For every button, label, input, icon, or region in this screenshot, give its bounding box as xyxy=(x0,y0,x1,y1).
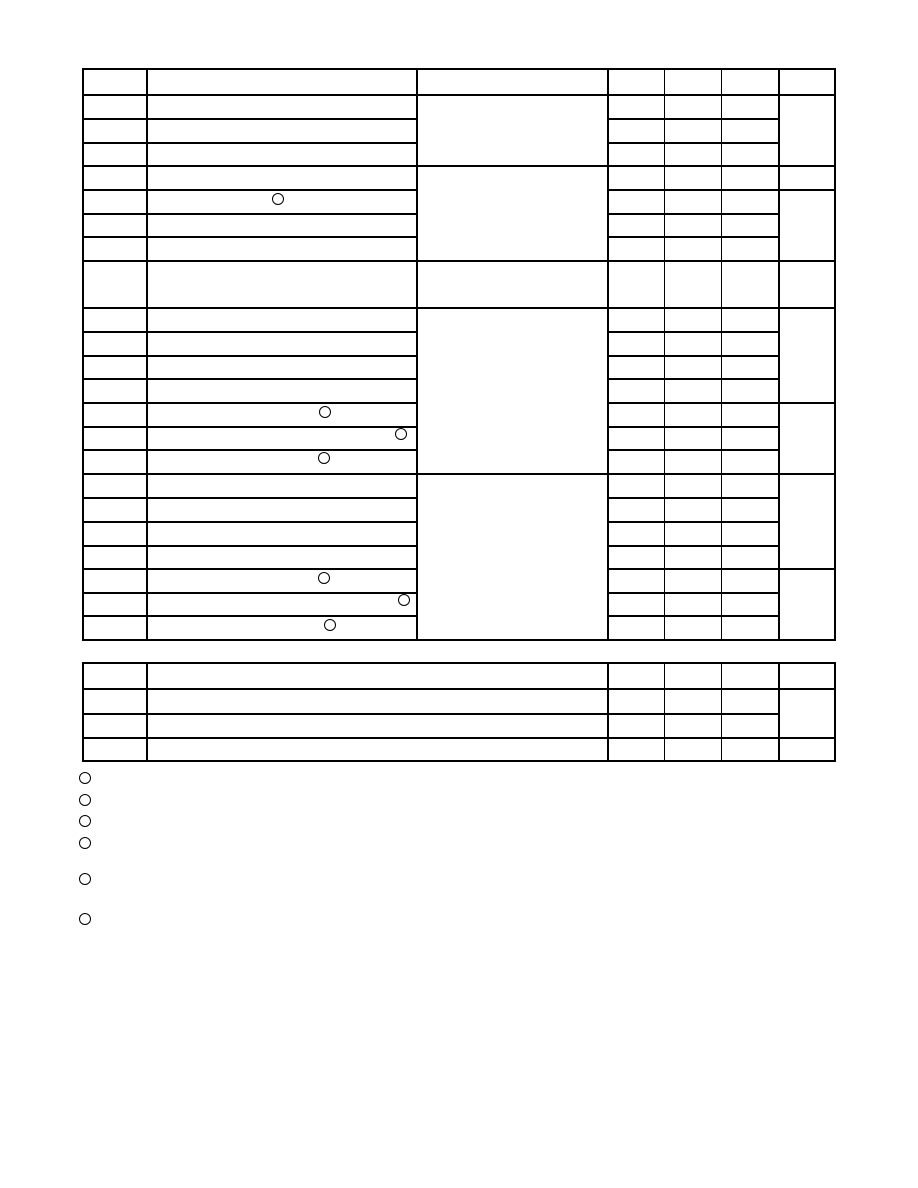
row-rule xyxy=(82,331,417,333)
circle-marker-icon xyxy=(324,619,336,631)
row-rule xyxy=(607,213,780,215)
circle-marker-icon xyxy=(79,837,91,849)
row-rule xyxy=(82,449,417,451)
row-rule xyxy=(82,497,417,499)
circle-marker-icon xyxy=(79,772,91,784)
row-rule xyxy=(607,402,836,404)
lower-table-border-top xyxy=(82,662,836,664)
circle-marker-icon xyxy=(318,452,330,464)
circle-marker-icon xyxy=(79,913,91,925)
lower-table-column-divider xyxy=(146,662,148,762)
row-rule xyxy=(607,331,780,333)
row-rule xyxy=(82,189,417,191)
row-rule xyxy=(82,165,836,167)
row-rule xyxy=(82,473,836,475)
row-rule xyxy=(82,426,417,428)
row-rule xyxy=(607,615,780,617)
circle-marker-icon xyxy=(318,572,330,584)
row-rule xyxy=(607,142,780,144)
row-rule xyxy=(607,236,780,238)
circle-marker-icon xyxy=(398,594,410,606)
row-rule xyxy=(82,236,417,238)
circle-marker-icon xyxy=(79,794,91,806)
row-rule xyxy=(82,615,417,617)
row-rule xyxy=(82,592,417,594)
row-rule xyxy=(607,449,780,451)
lower-table-border-bottom xyxy=(82,760,836,762)
row-rule xyxy=(607,497,780,499)
lower-table-header-rule xyxy=(82,688,836,690)
upper-table-border-top xyxy=(82,68,836,70)
row-rule xyxy=(607,521,780,523)
circle-marker-icon xyxy=(79,873,91,885)
row-rule xyxy=(82,307,836,309)
row-rule xyxy=(82,737,836,739)
row-rule xyxy=(607,426,780,428)
circle-marker-icon xyxy=(395,428,407,440)
lower-table-column-divider xyxy=(778,662,780,762)
row-rule xyxy=(607,189,836,191)
row-rule xyxy=(607,592,780,594)
row-rule xyxy=(82,521,417,523)
row-rule xyxy=(607,378,780,380)
circle-marker-icon xyxy=(272,193,284,205)
row-rule xyxy=(607,355,780,357)
upper-table-header-rule xyxy=(82,94,836,96)
circle-marker-icon xyxy=(319,406,331,418)
row-rule xyxy=(607,568,836,570)
row-rule xyxy=(607,118,780,120)
row-rule xyxy=(82,545,417,547)
row-rule xyxy=(82,402,417,404)
lower-table-border-left xyxy=(82,662,84,762)
row-rule xyxy=(607,545,780,547)
row-rule xyxy=(82,213,417,215)
lower-table-column-divider xyxy=(721,662,722,762)
upper-table-border-bottom xyxy=(82,639,836,641)
lower-table-border-right xyxy=(834,662,836,762)
lower-table-column-divider xyxy=(664,662,665,762)
row-rule xyxy=(82,355,417,357)
row-rule xyxy=(82,142,417,144)
row-rule xyxy=(82,118,417,120)
row-rule xyxy=(82,378,417,380)
row-rule xyxy=(82,260,836,262)
row-rule xyxy=(82,713,780,715)
upper-table-border-right xyxy=(834,68,836,641)
circle-marker-icon xyxy=(79,815,91,827)
row-rule xyxy=(82,568,417,570)
lower-table-column-divider xyxy=(607,662,609,762)
